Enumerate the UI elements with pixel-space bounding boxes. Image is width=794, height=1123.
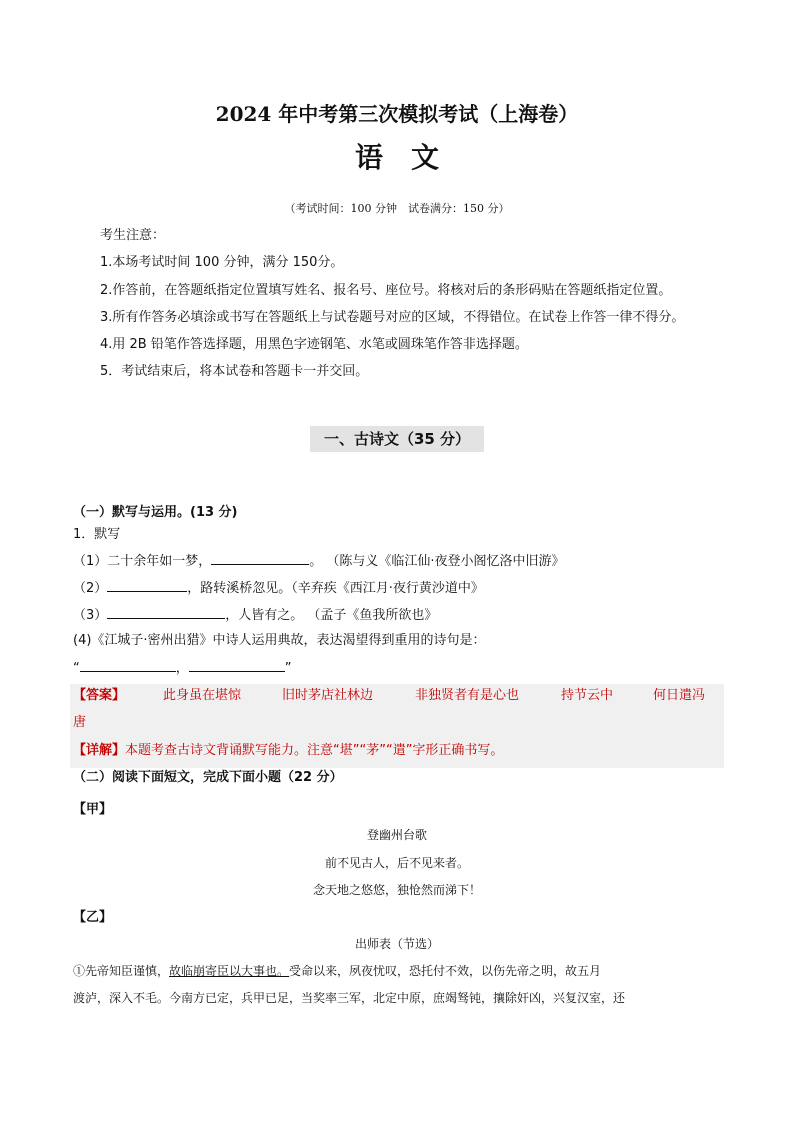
part2-heading: （二）阅读下面短文，完成下面小题（22 分） <box>73 770 343 785</box>
notice-item-2: 2.作答前，在答题纸指定位置填写姓名、报名号、座位号。将核对后的条形码贴在答题纸指定位置。 <box>100 283 672 298</box>
exam-info: （考试时间：100 分钟 试卷满分：150 分） <box>284 202 510 215</box>
answer-blank[interactable] <box>80 659 176 672</box>
q1-3-prefix: （3） <box>73 608 108 623</box>
detail-text: 本题考查古诗文背诵默写能力。注意“堪”“茅”“遣”字形正确书写。 <box>125 743 504 758</box>
answer-item: 非独贤者有是心也 <box>415 688 520 703</box>
poem-line: 念天地之悠悠，独怆然而涕下！ <box>312 883 481 897</box>
q1-2-prefix: （2） <box>73 581 108 596</box>
answer-item: 持节云中 <box>561 688 614 703</box>
part1-heading: （一）默写与运用。(13 分) <box>73 505 238 520</box>
q1-3 <box>73 606 437 624</box>
answer-blank[interactable] <box>189 659 285 672</box>
section-title: 一、古诗文（35 分） <box>310 426 484 452</box>
detail-tag: 【详解】 <box>73 743 126 758</box>
q1-3-suffix: ，人皆有之。 （孟子《鱼我所欲也》 <box>225 608 438 623</box>
notice-item-3: 3.所有作答务必填涂或书写在答题纸上与试卷题号对应的区域，不得错位。在试卷上作答一律不得分。 <box>100 310 685 325</box>
classical-paragraph-line2: 渡泸，深入不毛。今南方已定，兵甲已足，当奖率三军，北定中原，庶竭驽钝，攘除奸凶，兴复汉室，还 <box>73 991 626 1005</box>
q1-label: 1．默写 <box>73 527 121 542</box>
answer-item: 旧时茅店社林边 <box>282 688 374 703</box>
q1-4-blanks <box>73 659 292 677</box>
answer-item: 此身虽在堪惊 <box>163 688 242 703</box>
text-title: 出师表（节选） <box>354 937 439 951</box>
close-quote: ” <box>284 661 292 676</box>
detail-row <box>73 743 503 759</box>
open-quote: “ <box>73 661 80 676</box>
label-jia: 【甲】 <box>73 802 113 817</box>
label-yi: 【乙】 <box>73 910 113 925</box>
q1-4: (4)《江城子·密州出猎》中诗人运用典故，表达渴望得到重用的诗句是： <box>73 633 486 648</box>
poem-line: 前不见古人，后不见来者。 <box>324 856 469 870</box>
subject-title: 语文 <box>354 141 467 174</box>
q1-2 <box>73 579 484 597</box>
paragraph-number: ① <box>73 964 86 978</box>
q1-1-prefix: （1）二十余年如一梦， <box>73 554 212 569</box>
answer-blank[interactable] <box>107 579 187 592</box>
notice-heading: 考生注意： <box>100 228 166 243</box>
poem-title: 登幽州台歌 <box>366 828 427 842</box>
answer-blank[interactable] <box>107 606 225 619</box>
answer-item: 何日遣冯 <box>653 688 706 703</box>
q1-1 <box>73 552 565 570</box>
exam-title: 2024 年中考第三次模拟考试（上海卷） <box>215 102 579 126</box>
q1-1-suffix: 。 （陈与义《临江仙·夜登小阁忆洛中旧游》 <box>309 554 565 569</box>
answer-row <box>73 688 723 704</box>
underlined-sentence: 故临崩寄臣以大事也。 <box>169 964 290 978</box>
classical-paragraph <box>73 964 723 979</box>
comma: ， <box>175 661 189 676</box>
answer-wrap: 唐 <box>73 715 87 730</box>
notice-item-4: 4.用 2B 铅笔作答选择题，用黑色字迹钢笔、水笔或圆珠笔作答非选择题。 <box>100 337 528 352</box>
classical-text: 先帝知臣谨慎， <box>85 964 170 978</box>
answer-blank[interactable] <box>211 552 309 565</box>
notice-item-5: 5．考试结束后，将本试卷和答题卡一并交回。 <box>100 364 369 379</box>
answer-tag: 【答案】 <box>73 688 126 703</box>
classical-text: 受命以来，夙夜忧叹，恐托付不效，以伤先帝之明，故五月 <box>289 964 602 978</box>
notice-item-1: 1.本场考试时间 100 分钟，满分 150分。 <box>100 255 344 270</box>
q1-2-suffix: ，路转溪桥忽见。（辛弃疾《西江月·夜行黄沙道中》 <box>187 581 484 596</box>
